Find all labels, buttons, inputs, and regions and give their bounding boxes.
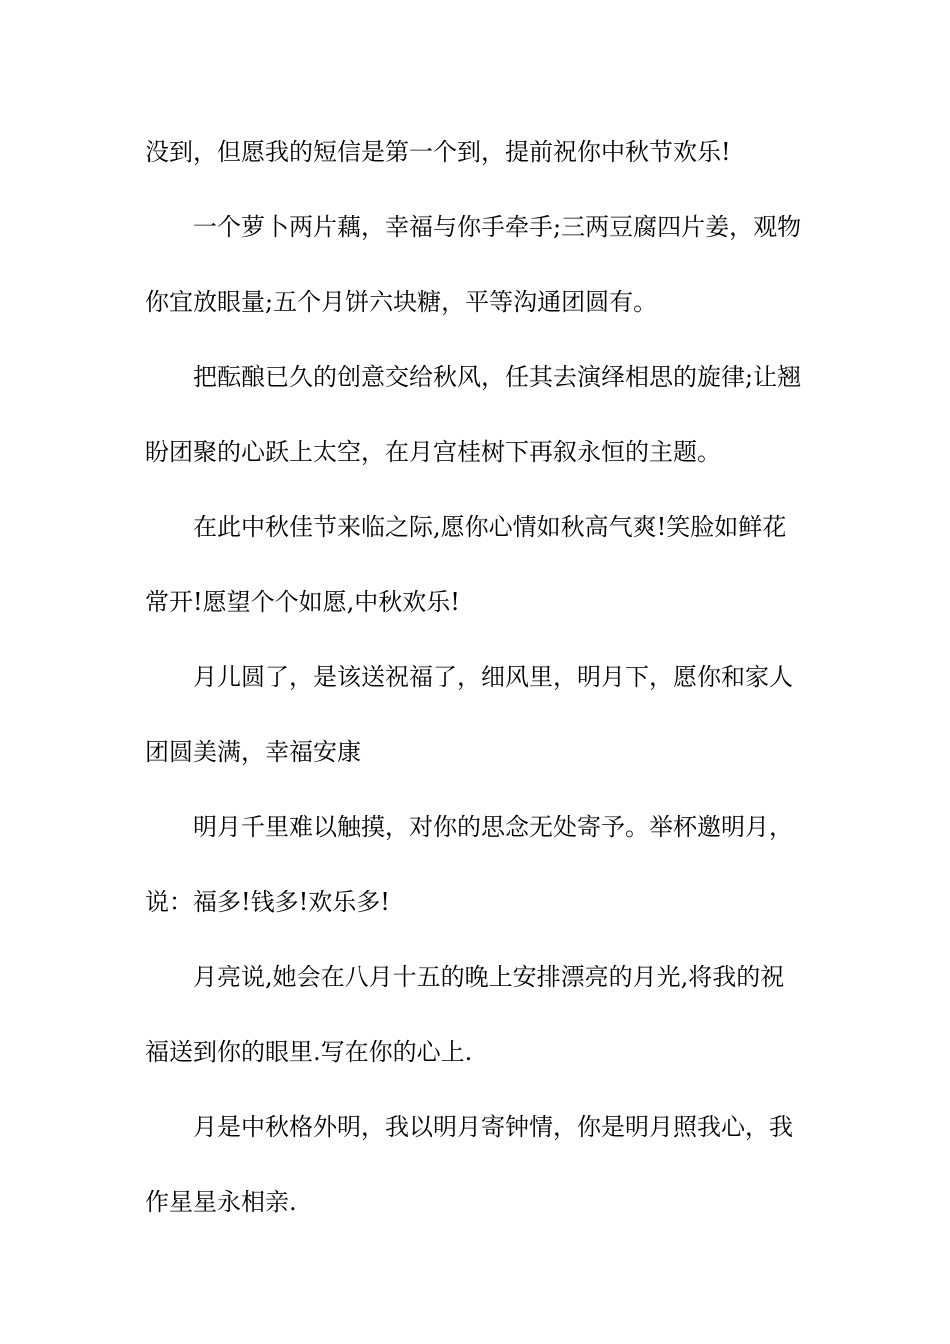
paragraph-first-line: 月儿圆了，是该送祝福了，细风里，明月下，愿你和家人 xyxy=(193,663,793,691)
paragraph-first-line: 把酝酿已久的创意交给秋风，任其去演绎相思的旋律;让翘 xyxy=(193,363,802,391)
text-line: 常开!愿望个个如愿,中秋欢乐! xyxy=(145,588,460,616)
text-line: 没到，但愿我的短信是第一个到，提前祝你中秋节欢乐! xyxy=(145,138,731,166)
text-line: 说：福多!钱多!欢乐多! xyxy=(145,888,390,916)
text-line: 作星星永相亲. xyxy=(145,1188,297,1216)
text-line: 你宜放眼量;五个月饼六块糖，平等沟通团圆有。 xyxy=(145,288,658,316)
paragraph-first-line: 月亮说,她会在八月十五的晚上安排漂亮的月光,将我的祝 xyxy=(193,963,785,991)
paragraph-first-line: 在此中秋佳节来临之际,愿你心情如秋高气爽!笑脸如鲜花 xyxy=(193,513,787,541)
text-line: 团圆美满，幸福安康 xyxy=(145,738,361,766)
paragraph-first-line: 一个萝卜两片藕，幸福与你手牵手;三两豆腐四片姜，观物 xyxy=(193,213,802,241)
text-line: 福送到你的眼里.写在你的心上. xyxy=(145,1038,473,1066)
paragraph-first-line: 明月千里难以触摸，对你的思念无处寄予。举杯邀明月， xyxy=(193,813,793,841)
paragraph-first-line: 月是中秋格外明，我以明月寄钟情，你是明月照我心，我 xyxy=(193,1113,793,1141)
text-line: 盼团聚的心跃上太空，在月宫桂树下再叙永恒的主题。 xyxy=(145,438,721,466)
